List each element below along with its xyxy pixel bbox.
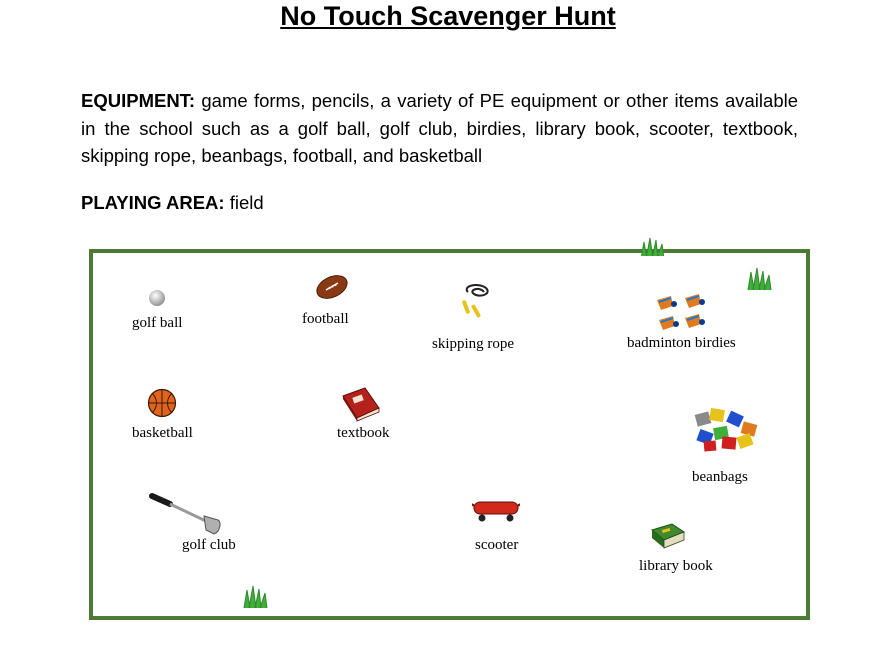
library-book-icon — [650, 522, 686, 550]
equipment-text: game forms, pencils, a variety of PE equipment or other items available in the school such as a golf ball, golf club, birdies, library book, scooter, textbook, skipping rope, beanbags, football, and basketball — [81, 90, 799, 166]
football-icon — [314, 273, 350, 301]
scooter-label: scooter — [475, 537, 519, 553]
badminton-birdies-label: badminton birdies — [627, 335, 736, 351]
grass-icon — [746, 266, 772, 290]
equipment-paragraph — [81, 87, 798, 170]
equipment-label: EQUIPMENT: — [81, 90, 196, 111]
textbook-icon — [339, 386, 381, 422]
golf-club-icon — [148, 490, 224, 536]
playing-area-text: field — [229, 192, 264, 213]
scooter-icon — [472, 498, 520, 524]
basketball-label: basketball — [132, 425, 193, 441]
page-title: No Touch Scavenger Hunt — [280, 1, 616, 31]
textbook-label: textbook — [337, 425, 390, 441]
golf-club-label: golf club — [182, 537, 236, 553]
grass-icon — [242, 584, 268, 608]
golf-ball-icon — [148, 289, 166, 307]
skipping-rope-label: skipping rope — [432, 336, 515, 352]
golf-ball-label: golf ball — [132, 315, 183, 331]
beanbags-icon — [694, 407, 760, 455]
library-book-label: library book — [639, 558, 713, 574]
football-label: football — [302, 311, 349, 327]
grass-icon — [638, 236, 668, 260]
playing-area-label: PLAYING AREA: — [81, 192, 225, 213]
basketball-icon — [147, 388, 177, 418]
skipping-rope-icon — [458, 282, 494, 322]
playing-area-paragraph — [81, 189, 798, 217]
beanbags-label: beanbags — [692, 469, 748, 485]
badminton-birdies-icon — [655, 294, 711, 338]
